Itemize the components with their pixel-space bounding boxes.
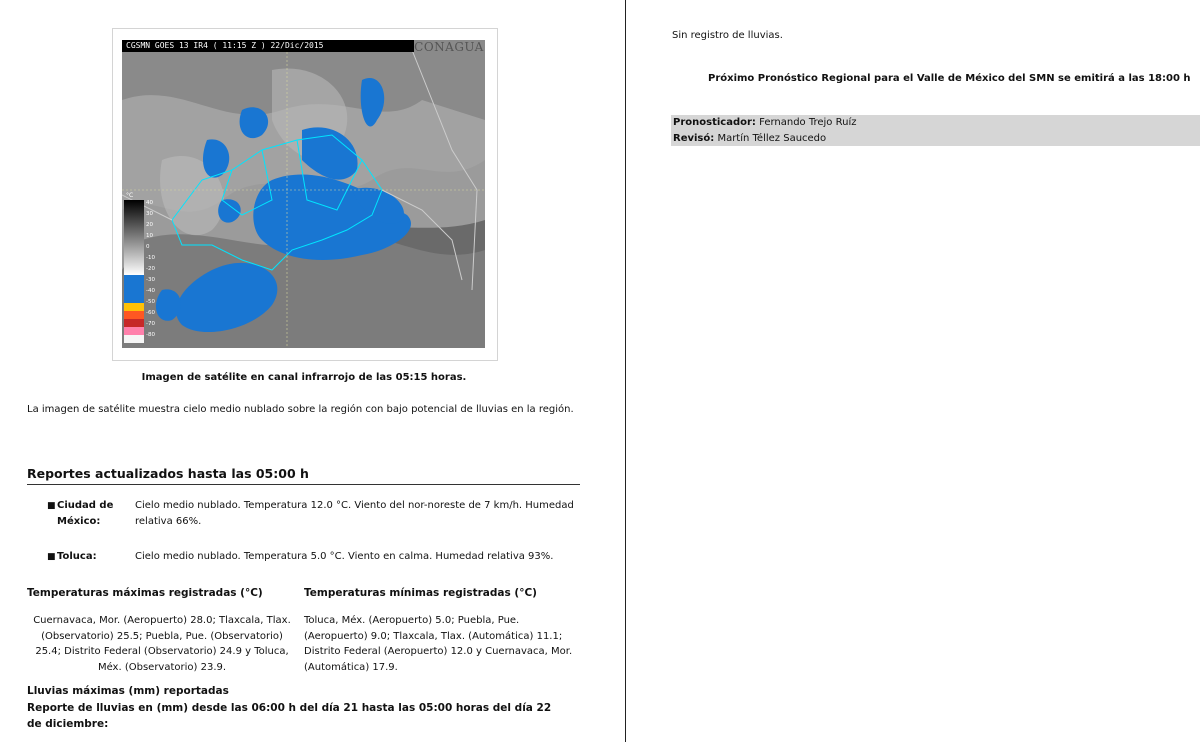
min-temp-title: Temperaturas mínimas registradas (°C) bbox=[304, 587, 537, 599]
min-temp-text: Toluca, Méx. (Aeropuerto) 5.0; Puebla, Pue. (Aeropuerto) 9.0; Tlaxcala, Tlax. (Automática) 11.1; Distrito Federal (Aeropuerto) 12.0 y Cuernavaca, Mor. (Automática) 17.9. bbox=[304, 615, 573, 673]
scale-tick-label: 40 bbox=[146, 200, 153, 206]
rain-subtitle: Reporte de lluvias en (mm) desde las 06:00 h del día 21 hasta las 05:00 horas del día 22 de diciembre: bbox=[27, 702, 552, 730]
scale-tick-label: 30 bbox=[146, 211, 153, 217]
scale-tick-label: 0 bbox=[146, 244, 150, 250]
scale-tick-label: 20 bbox=[146, 222, 153, 228]
satellite-header: CGSMN GOES 13 IR4 ( 11:15 Z ) 22/Dic/2015 bbox=[122, 40, 414, 52]
bullet-icon: ■ bbox=[47, 552, 56, 562]
report-item-cdmx bbox=[47, 498, 587, 530]
satellite-caption: Imagen de satélite en canal infrarrojo de las 05:15 horas. bbox=[141, 372, 467, 383]
scale-tick-label: 10 bbox=[146, 233, 153, 239]
bullet-icon: ■ bbox=[47, 501, 56, 511]
reports-title: Reportes actualizados hasta las 05:00 h bbox=[27, 466, 580, 485]
scale-tick-label: -80 bbox=[146, 332, 155, 338]
scale-tick-label: -60 bbox=[146, 310, 155, 316]
scale-tick-label: -10 bbox=[146, 255, 155, 261]
scale-tick-label: -70 bbox=[146, 321, 155, 327]
conagua-logo: CONAGUA bbox=[414, 40, 484, 54]
report-text: Cielo medio nublado. Temperatura 5.0 °C. Viento en calma. Humedad relativa 93%. bbox=[135, 551, 554, 562]
scale-tick-label: -50 bbox=[146, 299, 155, 305]
report-city: Toluca: bbox=[57, 551, 97, 562]
max-temp-title: Temperaturas máximas registradas (°C) bbox=[27, 587, 263, 599]
scale-tick-label: -40 bbox=[146, 288, 155, 294]
max-temp-text: Cuernavaca, Mor. (Aeropuerto) 28.0; Tlaxcala, Tlax. (Observatorio) 25.5; Puebla, Pue. (Observatorio) 25.4; Distrito Federal (Observatorio) 24.9 y Toluca, Méx. (Observatorio) 23.9. bbox=[33, 615, 291, 673]
scale-unit: °C bbox=[126, 192, 134, 199]
rain-title: Lluvias máximas (mm) reportadas bbox=[27, 685, 229, 697]
satellite-image bbox=[122, 40, 485, 348]
credits-box bbox=[671, 115, 1200, 146]
page-divider bbox=[625, 0, 626, 742]
scale-tick-label: -30 bbox=[146, 277, 155, 283]
reviewer-line: Revisó: Martín Téllez Saucedo bbox=[673, 132, 827, 144]
report-city: Ciudad de México: bbox=[57, 500, 114, 527]
forecaster-line: Pronosticador: Fernando Trejo Ruíz bbox=[673, 117, 857, 128]
report-text: Cielo medio nublado. Temperatura 12.0 °C. Viento del nor-noreste de 7 km/h. Humedad relativa 66%. bbox=[135, 500, 574, 527]
satellite-description: La imagen de satélite muestra cielo medio nublado sobre la región con bajo potencial de lluvias en la región. bbox=[27, 404, 574, 415]
report-item-toluca bbox=[47, 549, 587, 565]
scale-tick-label: -20 bbox=[146, 266, 155, 272]
no-rain-text: Sin registro de lluvias. bbox=[672, 30, 783, 41]
next-forecast-notice: Próximo Pronóstico Regional para el Valle de México del SMN se emitirá a las 18:00 h bbox=[708, 73, 1191, 84]
